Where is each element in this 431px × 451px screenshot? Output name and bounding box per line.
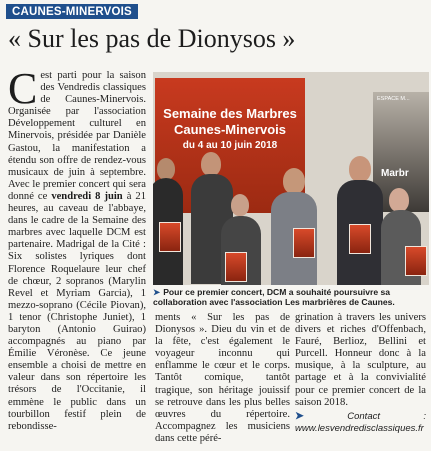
- marble-poster-title: Marbr: [381, 168, 409, 179]
- contact-line: [295, 411, 426, 435]
- marble-poster-heading: ESPACE M...: [377, 96, 410, 102]
- article-column-2: ments « Sur les pas de Dionysos ». Dieu du vin et de la fête, c'est également le voyageur inconnu qui enflamme le cœur et le corps. Tantôt comique, tantôt tragique, son héritage jouissif se retrouve dans les plus belles œuvres du répertoire. Accompagnez les musiciens dans cette péré-: [155, 312, 290, 444]
- caption-text: Pour ce premier concert, DCM a souhaité poursuivre sa collaboration avec l'association Les marbrières de Caunes.: [153, 287, 395, 307]
- article-date-bold: vendredi 8 juin: [51, 190, 123, 202]
- contact-label: Contact :: [347, 410, 426, 422]
- program-card: [293, 228, 315, 258]
- event-photo: [153, 72, 429, 285]
- program-card: [159, 222, 181, 252]
- article-text-1a: est parti pour la saison des Vendredis classiques de Caunes-Minervois. Organisée par l'association Développement culturel en Minervois, présidée par Danièle Gastou, la manifestation a étendu son offre de rendez-vous musicaux de juin à septembre. Avec le premier concert qui sera donné ce: [8, 70, 146, 202]
- poster-title-line-1: Semaine des Marbres: [163, 106, 297, 121]
- section-tag: CAUNES-MINERVOIS: [6, 4, 138, 19]
- contact-arrow-icon: ➤: [295, 410, 304, 422]
- article-text-3: grination à travers les univers divers et riches d'Offenbach, Fauré, Berlioz, Bellini et Purcell. Honneur donc à la musique, à la sculpture, au partage et à la convivialité pour ce premier concert de la saison 2018.: [295, 312, 426, 408]
- program-card: [349, 224, 371, 254]
- article-column-3: [295, 312, 426, 435]
- article-column-1: [8, 64, 147, 433]
- contact-url[interactable]: www.lesvendredisclassiques.fr: [295, 422, 424, 434]
- dropcap: C: [8, 64, 38, 113]
- program-card: [405, 246, 427, 276]
- poster-title: [155, 106, 305, 138]
- poster-title-line-2: Caunes-Minervois: [174, 122, 286, 137]
- article-text-1b: à 21 heures, au caveau de l'abbaye, dans le cadre de la Semaine des marbres avec laquelle DCM est partenaire. Madrigal de la Cité : Six solistes lyriques dont Florence Roquelaure leur chef de chœur, 2 sopranos (Marylin Revel et Myriam Garcia), 1 mezzo-soprano (Cécile Piovan), 1 tenor (Christophe Juniet), 1 baryton (Antonio Guirao) accompagnés au piano par Émilie Véronèse. Ce jeune ensemble a choisi de mettre en valeur dans son répertoire les trésors de l'Occitanie, il emmène le public dans un tourbillon festif plein de rebondisse-: [8, 190, 147, 432]
- caption-arrow-icon: ➤: [153, 287, 161, 297]
- program-card: [225, 252, 247, 282]
- headline: « Sur les pas de Dionysos »: [8, 24, 296, 53]
- photo-caption: [153, 287, 429, 307]
- poster-dates: du 4 au 10 juin 2018: [182, 140, 278, 151]
